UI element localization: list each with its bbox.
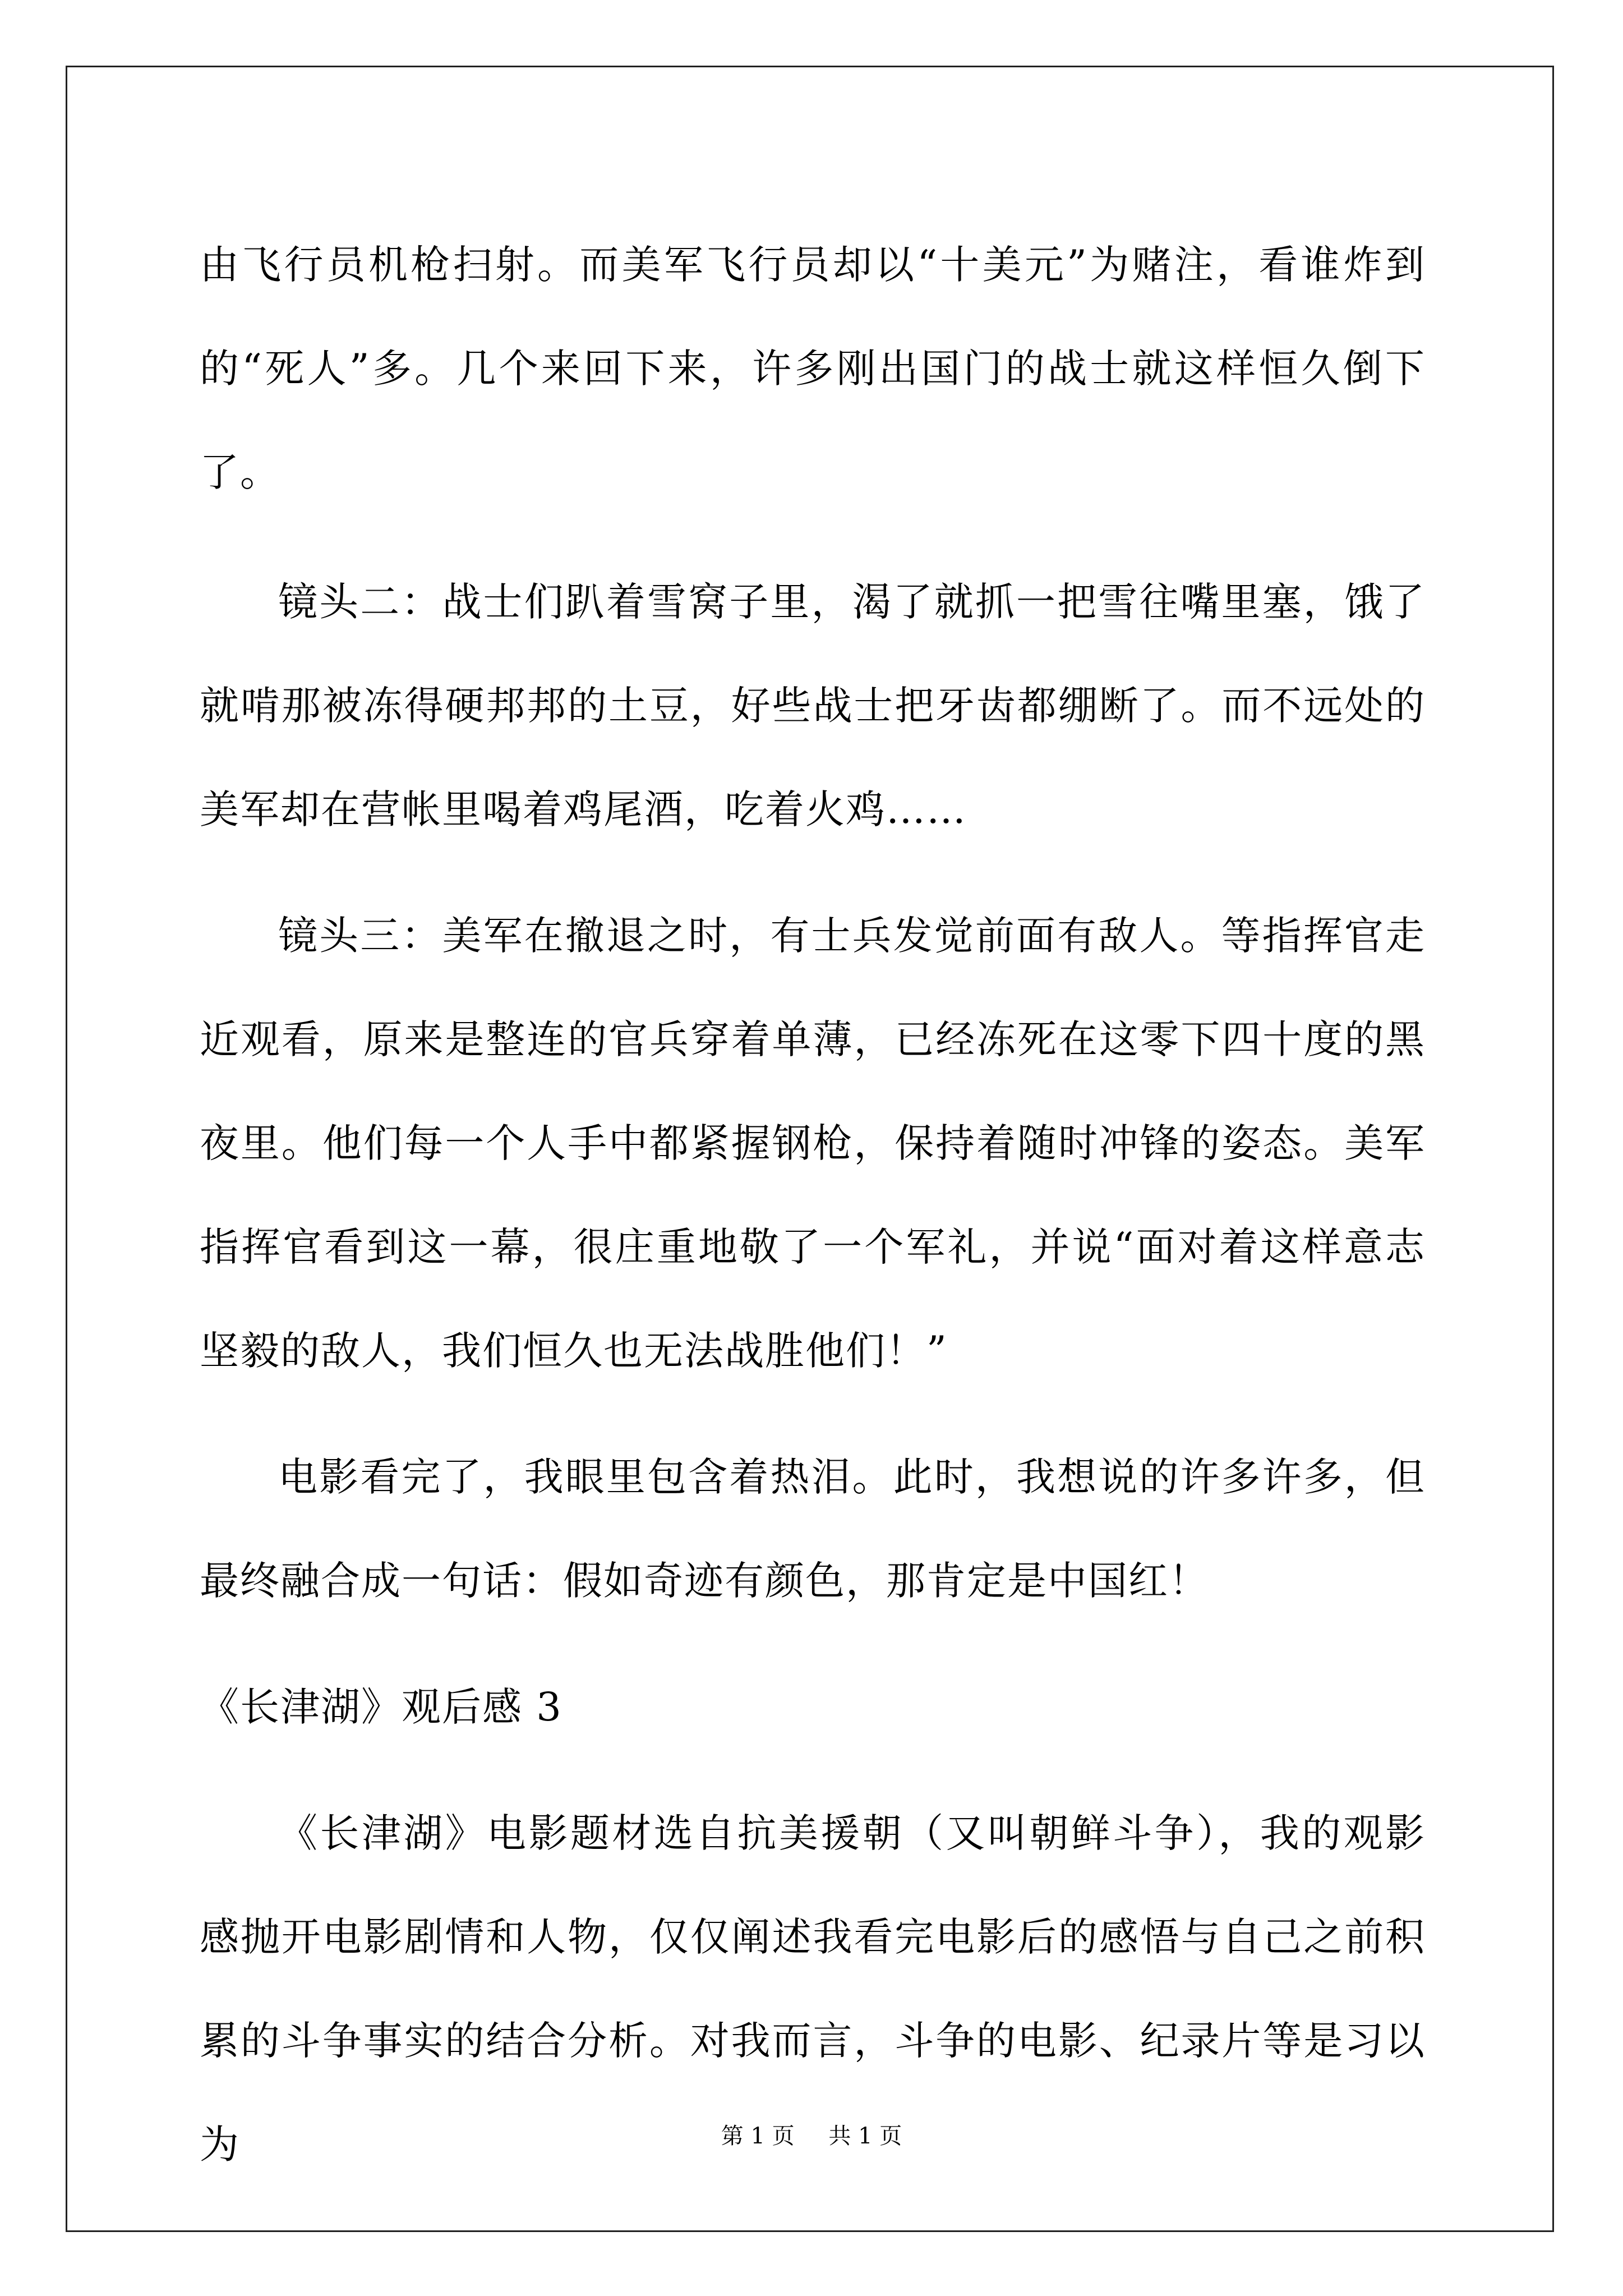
paragraph-conclusion: 电影看完了，我眼里包含着热泪。此时，我想说的许多许多，但最终融合成一句话：假如奇迹有颜色，那肯定是中国红！: [200, 1454, 1426, 1604]
paragraph-section-intro: 《长津湖》电影题材选自抗美援朝（又叫朝鲜斗争），我的观影感抛开电影剧情和人物，仅仅阐述我看完电影后的感悟与自己之前积累的斗争事实的结合分析。对我而言，斗争的电影、纪录片等是习以为: [200, 1810, 1426, 2168]
paragraph-scene-three: 镜头三：美军在撤退之时，有士兵发觉前面有敌人。等指挥官走近观看，原来是整连的官兵穿着单薄，已经冻死在这零下四十度的黑夜里。他们每一个人手中都紧握钢枪，保持着随时冲锋的姿态。美军指挥官看到这一幕，很庄重地敬了一个军礼，并说“面对着这样意志坚毅的敌人，我们恒久也无法战胜他们！”: [200, 913, 1426, 1374]
page-number: 第 1 页: [721, 2123, 795, 2149]
page-total: 共 1 页: [828, 2123, 902, 2149]
paragraph-continuation: 由飞行员机枪扫射。而美军飞行员却以“十美元”为赌注，看谁炸到的“死人”多。几个来回下来，许多刚出国门的战士就这样恒久倒下了。: [200, 242, 1426, 495]
document-body: [200, 213, 1426, 2219]
section-heading: 《长津湖》观后感 3: [200, 1684, 562, 1730]
paragraph-scene-two: 镜头二：战士们趴着雪窝子里，渴了就抓一把雪往嘴里塞，饿了就啃那被冻得硬邦邦的土豆，好些战士把牙齿都绷断了。而不远处的美军却在营帐里喝着鸡尾酒，吃着火鸡……: [200, 579, 1426, 832]
page-footer: [0, 2119, 1623, 2153]
